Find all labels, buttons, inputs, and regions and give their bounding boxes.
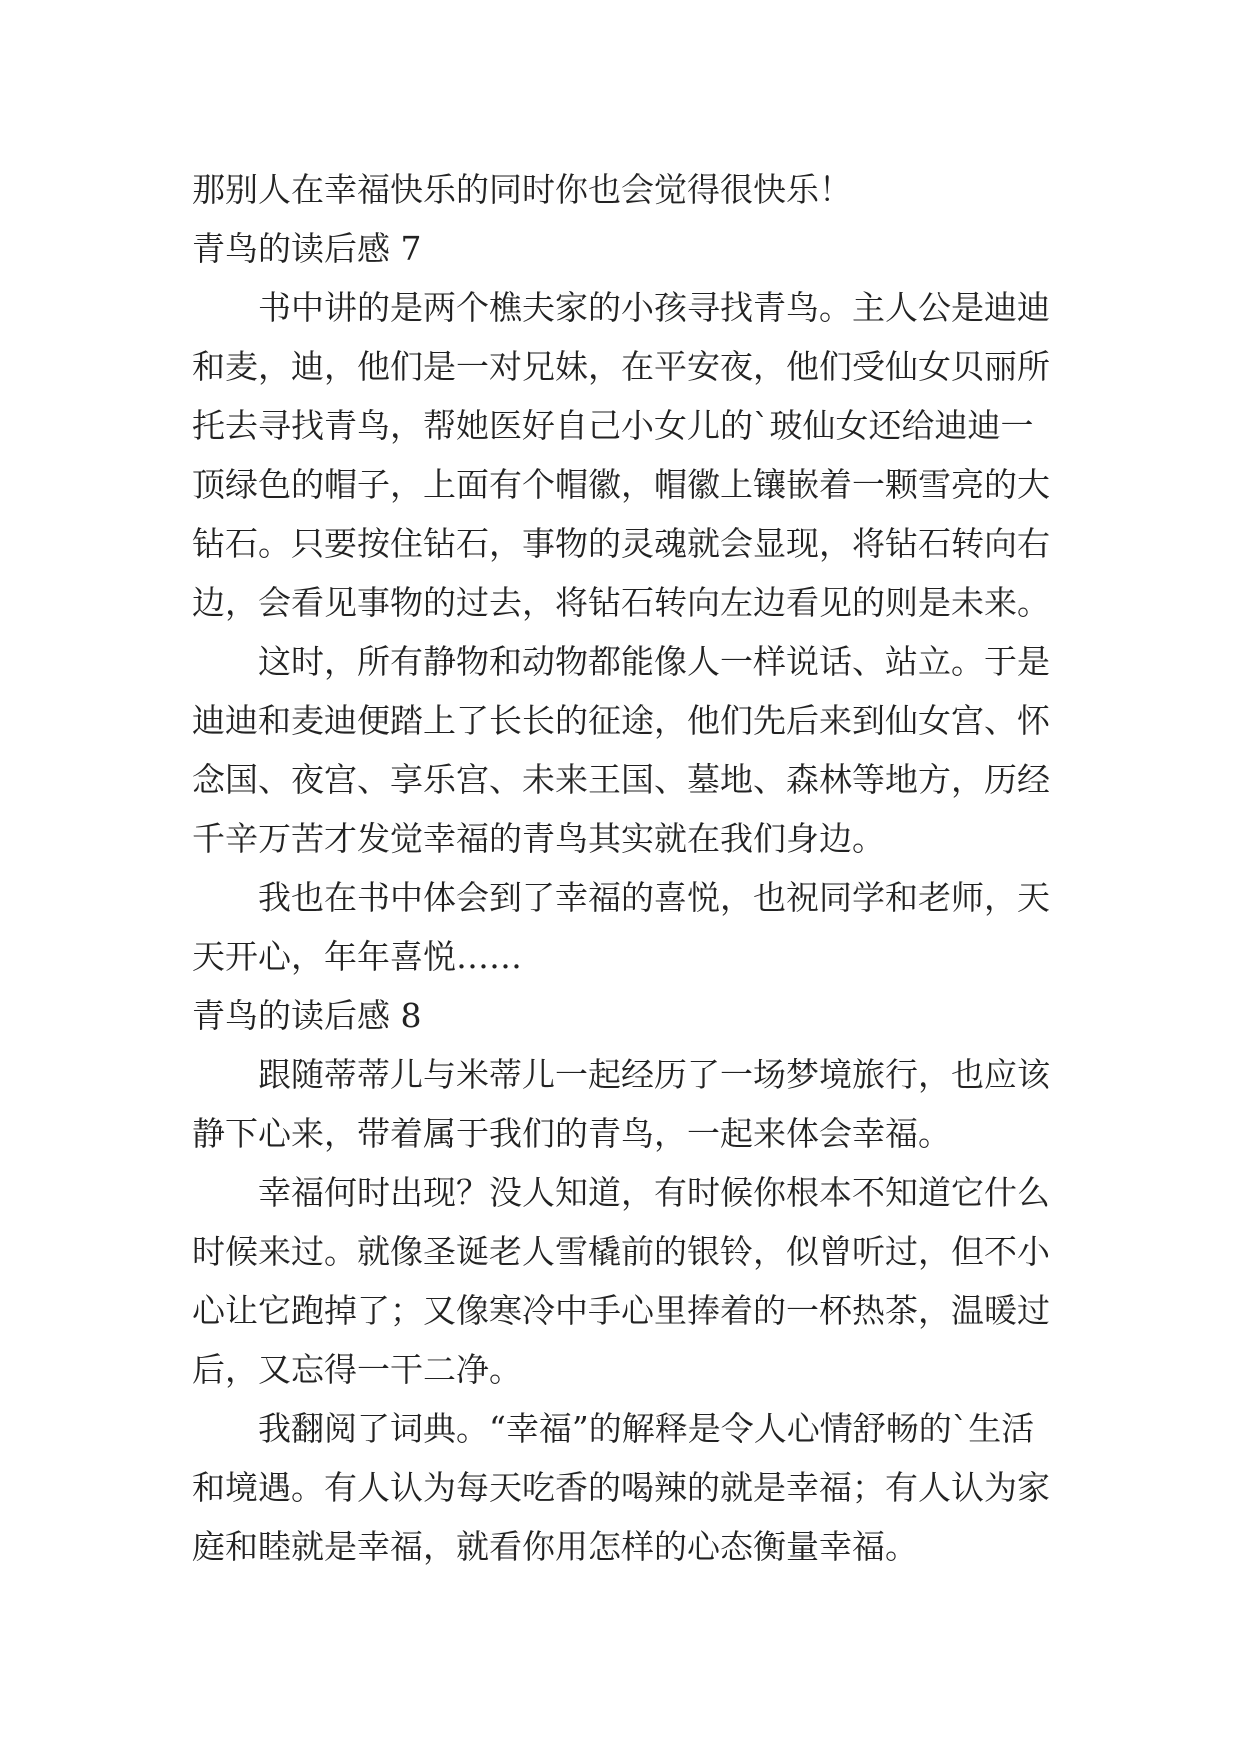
- text-line: 和境遇。有人认为每天吃香的喝辣的就是幸福；有人认为家: [192, 1468, 1050, 1507]
- text-line: 迪迪和麦迪便踏上了长长的征途，他们先后来到仙女宫、怀: [192, 701, 1050, 740]
- text-line: 钻石。只要按住钻石，事物的灵魂就会显现，将钻石转向右: [192, 524, 1050, 563]
- paragraph-first-line: 我也在书中体会到了幸福的喜悦，也祝同学和老师，天: [258, 878, 1050, 917]
- text-line: 千辛万苦才发觉幸福的青鸟其实就在我们身边。: [192, 819, 885, 858]
- text-line: 静下心来，带着属于我们的青鸟，一起来体会幸福。: [192, 1114, 951, 1153]
- document-page: [192, 160, 1072, 1576]
- text-line: 顶绿色的帽子，上面有个帽徽，帽徽上镶嵌着一颗雪亮的大: [192, 465, 1050, 504]
- paragraph-first-line: 这时，所有静物和动物都能像人一样说话、站立。于是: [258, 642, 1050, 681]
- paragraph-first-line: 跟随蒂蒂儿与米蒂儿一起经历了一场梦境旅行，也应该: [258, 1055, 1050, 1094]
- text-line: 天开心，年年喜悦……: [192, 937, 522, 976]
- section-heading: 青鸟的读后感 8: [192, 996, 422, 1035]
- section-heading: 青鸟的读后感 7: [192, 229, 422, 268]
- text-line: 念国、夜宫、享乐宫、未来王国、墓地、森林等地方，历经: [192, 760, 1050, 799]
- paragraph-first-line: 我翻阅了词典。“幸福”的解释是令人心情舒畅的`生活: [258, 1409, 1035, 1448]
- text-line: 托去寻找青鸟，帮她医好自己小女儿的`玻仙女还给迪迪一: [192, 406, 1034, 445]
- paragraph-first-line: 书中讲的是两个樵夫家的小孩寻找青鸟。主人公是迪迪: [258, 288, 1050, 327]
- text-line: 边，会看见事物的过去，将钻石转向左边看见的则是未来。: [192, 583, 1050, 622]
- text-line: 那别人在幸福快乐的同时你也会觉得很快乐！: [192, 170, 852, 209]
- paragraph-first-line: 幸福何时出现？没人知道，有时候你根本不知道它什么: [258, 1173, 1050, 1212]
- text-line: 和麦，迪，他们是一对兄妹，在平安夜，他们受仙女贝丽所: [192, 347, 1050, 386]
- text-line: 后，又忘得一干二净。: [192, 1350, 522, 1389]
- text-line: 心让它跑掉了；又像寒冷中手心里捧着的一杯热茶，温暖过: [192, 1291, 1050, 1330]
- text-line: 庭和睦就是幸福，就看你用怎样的心态衡量幸福。: [192, 1527, 918, 1566]
- text-line: 时候来过。就像圣诞老人雪橇前的银铃，似曾听过，但不小: [192, 1232, 1050, 1271]
